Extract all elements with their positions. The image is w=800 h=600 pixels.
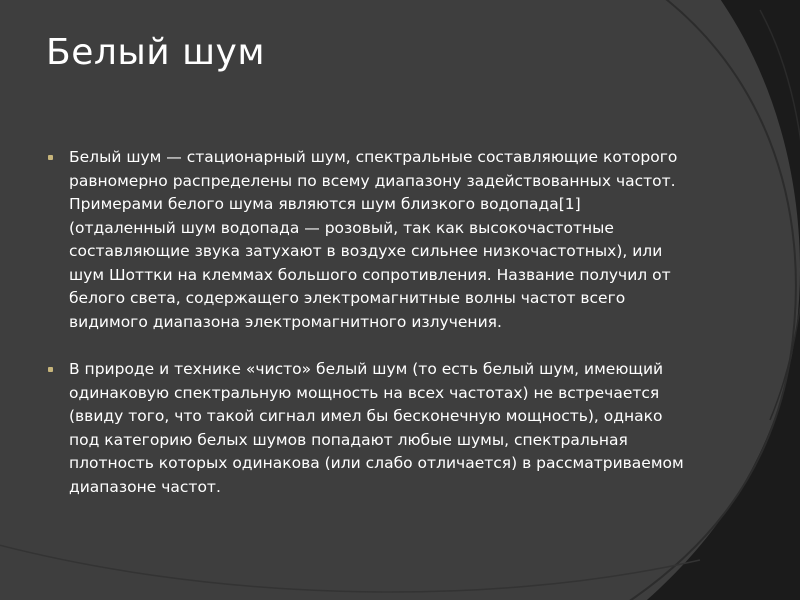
- bullet-square-icon: [48, 367, 53, 372]
- bullet-item: [48, 146, 688, 334]
- slide-title: Белый шум: [46, 32, 266, 73]
- bullet-item: [48, 358, 688, 499]
- bullet-square-icon: [48, 155, 53, 160]
- bullet-list: [48, 146, 688, 499]
- bullet-text: В природе и технике «чисто» белый шум (то есть белый шум, имеющий одинаковую спектральную мощность на всех частотах) не встречается (ввиду того, что такой сигнал имел бы бесконечную мощность), однако под категорию белых шумов попадают любые шумы, спектральная плотность которых одинакова (или слабо отличается) в рассматриваемом диапазоне частот.: [69, 360, 684, 496]
- bullet-text: Белый шум — стационарный шум, спектральные составляющие которого равномерно распределены по всему диапазону задействованных частот. Примерами белого шума являются шум близкого водопада[1] (отдаленный шум водопада — розовый, так как высокочастотные составляющие звука затухают в воздухе сильнее низкочастотных), или шум Шоттки на клеммах большого сопротивления. Название получил от белого света, содержащего электромагнитные волны частот всего видимого диапазона электромагнитного излучения.: [69, 148, 678, 331]
